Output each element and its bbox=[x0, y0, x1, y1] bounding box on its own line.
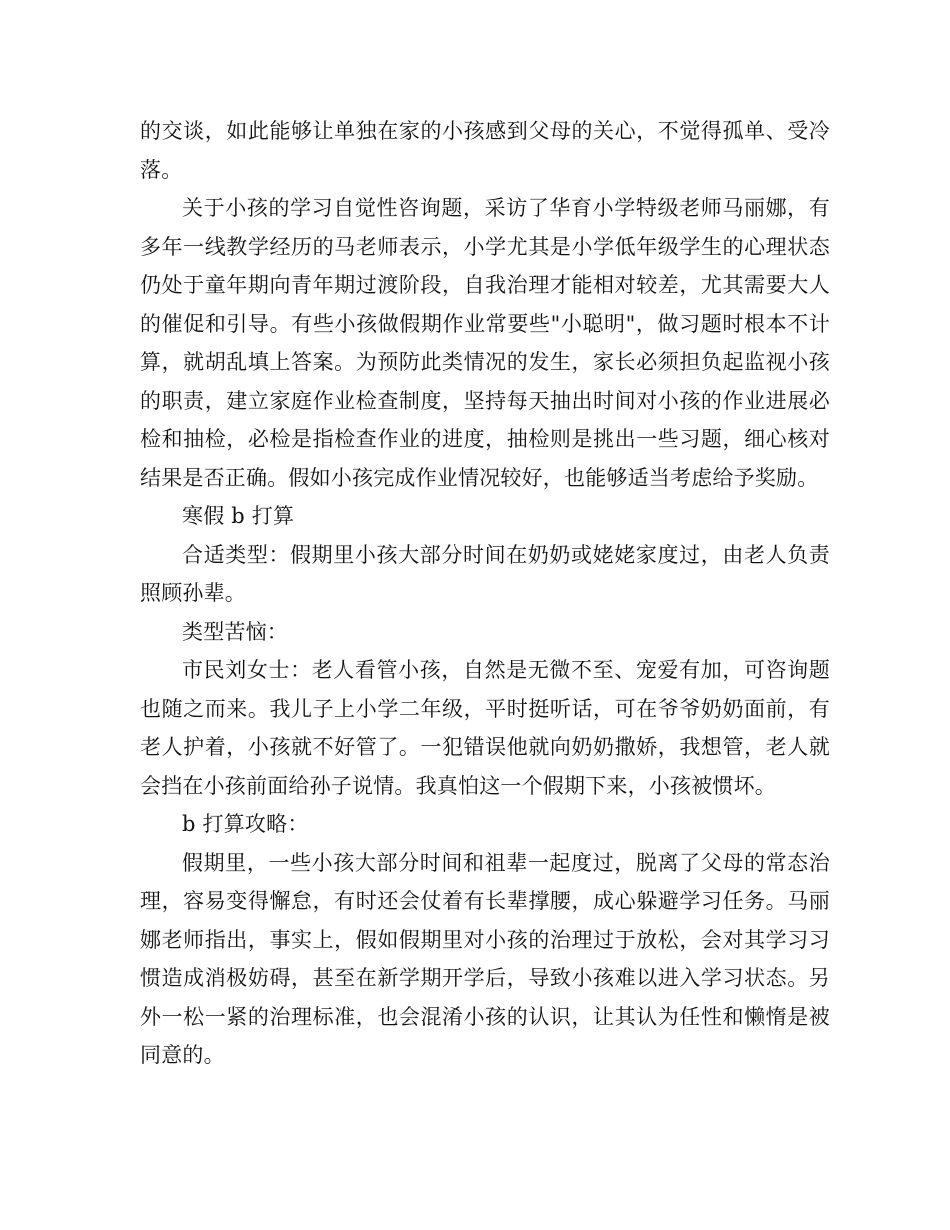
paragraph-suitable-type: 合适类型：假期里小孩大部分时间在奶奶或姥姥家度过，由老人负责照顾孙辈。 bbox=[140, 542, 830, 605]
document-body bbox=[140, 112, 830, 1075]
paragraph-citizen-quote: 市民刘女士：老人看管小孩，自然是无微不至、宠爱有加，可咨询题也随之而来。我儿子上小学二年级，平时挺听话，可在爷爷奶奶面前，有老人护着，小孩就不好管了。一犯错误他就向奶奶撒娇，我想管，老人就会挡在小孩前面给孙子说情。我真怕这一个假期下来，小孩被惯坏。 bbox=[140, 658, 830, 798]
paragraph-learning-self-discipline: 关于小孩的学习自觉性咨询题，采访了华育小学特级老师马丽娜，有多年一线教学经历的马老师表示，小学尤其是小学低年级学生的心理状态仍处于童年期向青年期过渡阶段，自我治理才能相对较差，尤其需要大人的催促和引导。有些小孩做假期作业常要些"小聪明"，做习题时根本不计算，就胡乱填上答案。为预防此类情况的发生，家长必须担负起监视小孩的职责，建立家庭作业检查制度，坚持每天抽出时间对小孩的作业进展必检和抽检，必检是指检查作业的进度，抽检则是挑出一些习题，细心核对结果是否正确。假如小孩完成作业情况较好，也能够适当考虑给予奖励。 bbox=[140, 196, 830, 490]
paragraph-continuation: 的交谈，如此能够让单独在家的小孩感到父母的关心，不觉得孤单、受冷落。 bbox=[140, 119, 830, 182]
paragraph-strategy-detail: 假期里，一些小孩大部分时间和祖辈一起度过，脱离了父母的常态治理，容易变得懈怠，有时还会仗着有长辈撑腰，成心躲避学习任务。马丽娜老师指出，事实上，假如假期里对小孩的治理过于放松，会对其学习习惯造成消极妨碍，甚至在新学期开学后，导致小孩难以进入学习状态。另外一松一紧的治理标准，也会混淆小孩的认识，让其认为任性和懒惰是被同意的。 bbox=[140, 850, 830, 1067]
section-heading-type-concerns: 类型苦恼： bbox=[182, 619, 288, 644]
section-heading-plan-b-strategy: b 打算攻略： bbox=[182, 812, 309, 836]
section-heading-plan-b: 寒假 b 打算 bbox=[182, 504, 295, 528]
